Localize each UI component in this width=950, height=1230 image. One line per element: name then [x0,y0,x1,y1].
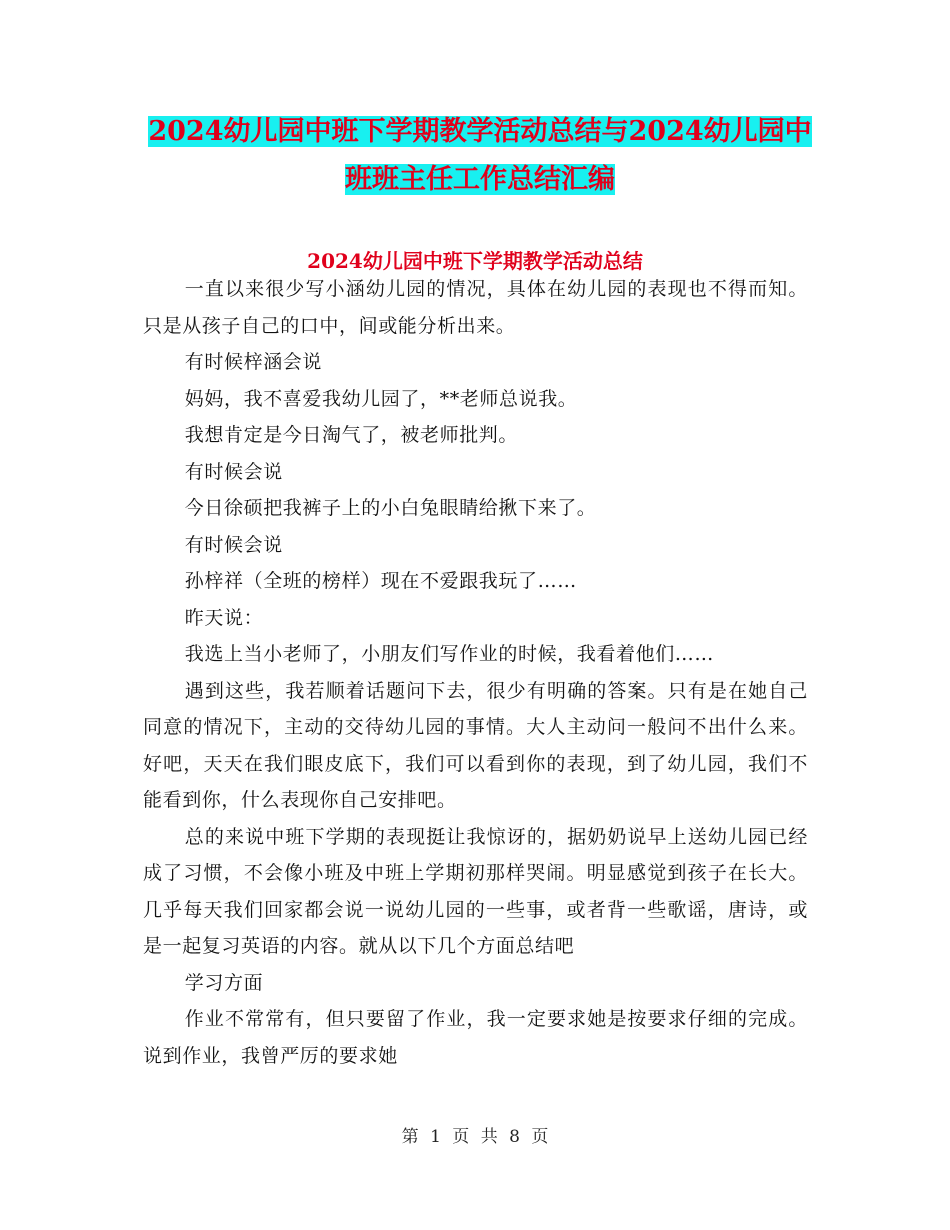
paragraph: 今日徐硕把我裤子上的小白兔眼睛给揪下来了。 [184,497,597,519]
paragraph: 妈妈，我不喜爱我幼儿园了，**老师总说我。 [184,387,578,410]
paragraph: 昨天说： [184,606,264,629]
paragraph: 我想肯定是今日淘气了，被老师批判。 [184,424,518,446]
paragraph: 我选上当小老师了，小朋友们写作业的时候，我看着他们…… [184,643,714,665]
paragraph: 一直以来很少写小涵幼儿园的情况，具体在幼儿园的表现也不得而知。只是从孩子自己的口中，间或能分析出来。 [143,278,808,337]
paragraph: 有时候梓涵会说 [184,351,322,373]
paragraph: 有时候会说 [184,460,283,483]
paragraph: 孙梓祥（全班的榜样）现在不爱跟我玩了…… [184,570,577,592]
document-body [143,271,808,1074]
paragraph: 遇到这些，我若顺着话题问下去，很少有明确的答案。只有是在她自己同意的情况下，主动的交待幼儿园的事情。大人主动问一般问不出什么来。好吧，天天在我们眼皮底下，我们可以看到你的表现，到了幼儿园，我们不能看到你，什么表现你自己安排吧。 [143,679,808,811]
document-title [140,108,820,204]
paragraph: 有时候会说 [184,533,283,556]
paragraph: 学习方面 [184,971,264,994]
document-title-line-1: 2024幼儿园中班下学期教学活动总结与2024幼儿园中 [148,116,812,147]
section-title: 2024幼儿园中班下学期教学活动总结 [307,249,643,273]
paragraph: 总的来说中班下学期的表现挺让我惊讶的，据奶奶说早上送幼儿园已经成了习惯，不会像小班及中班上学期初那样哭闹。明显感觉到孩子在长大。几乎每天我们回家都会说一说幼儿园的一些事，或者背一些歌谣，唐诗，或是一起复习英语的内容。就从以下几个方面总结吧 [143,825,808,957]
paragraph: 作业不常常有，但只要留了作业，我一定要求她是按要求仔细的完成。说到作业，我曾严厉的要求她 [143,1008,808,1067]
page-footer: 第 1 页 共 8 页 [401,1127,549,1147]
document-title-line-2: 班班主任工作总结汇编 [345,164,615,195]
